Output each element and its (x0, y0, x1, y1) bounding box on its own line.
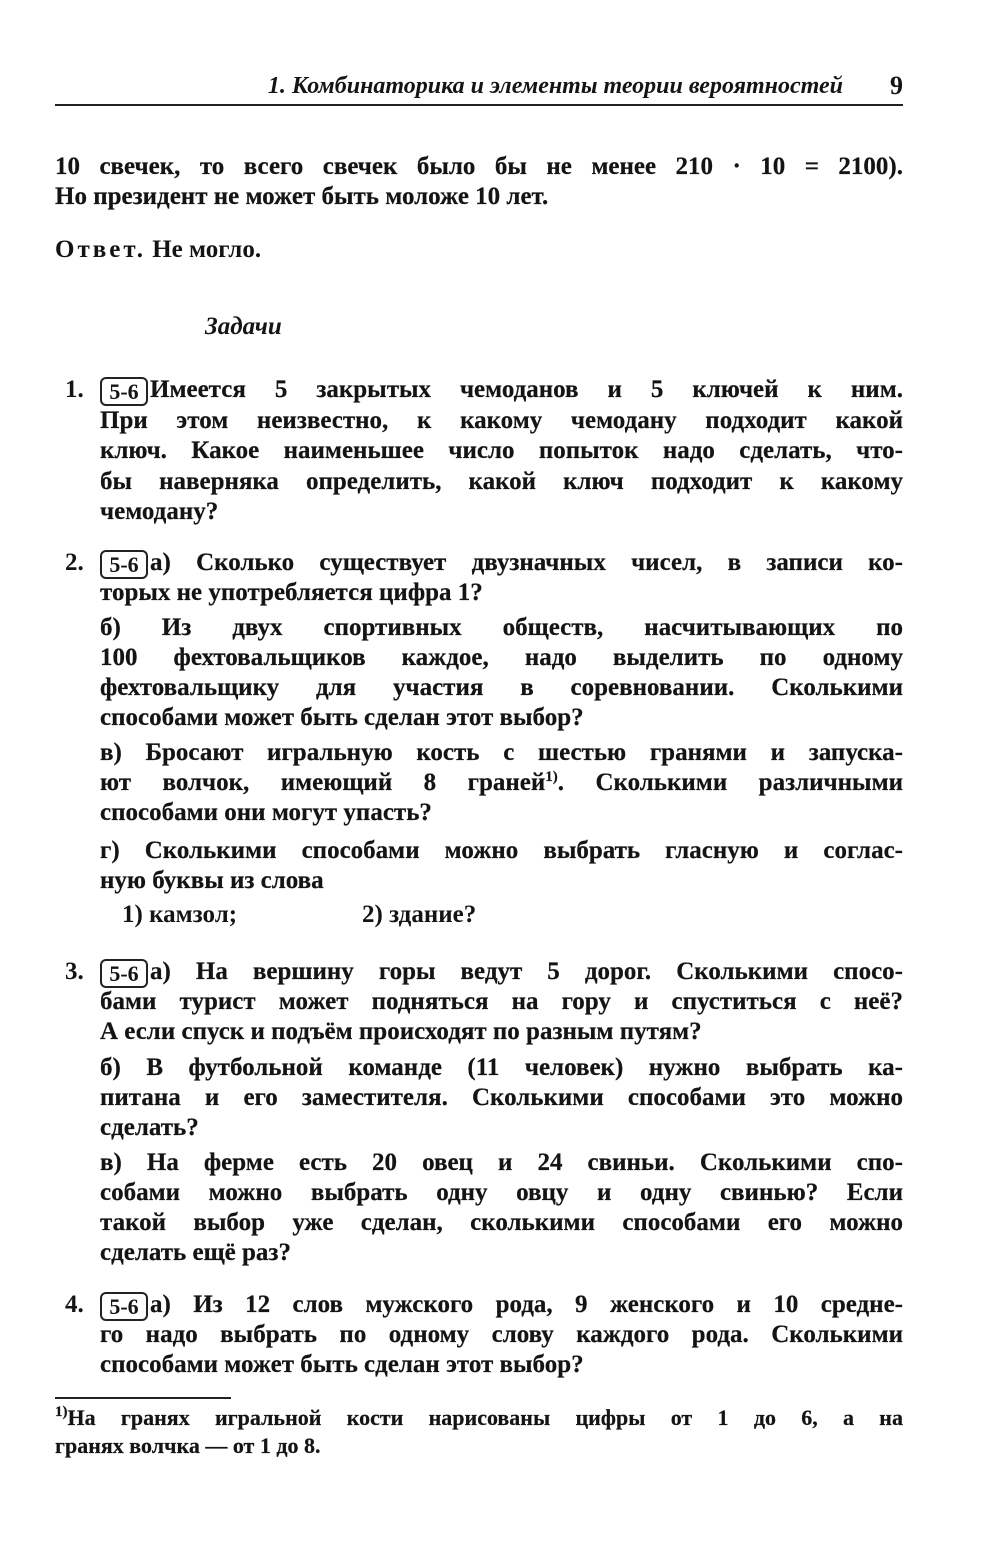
difficulty-badge: 5-6 (100, 377, 148, 406)
problem-3-part-2 (100, 1053, 903, 1141)
section-heading: Задачи (205, 313, 282, 340)
answer-option: 2) здание? (362, 901, 477, 928)
text-line (100, 768, 903, 798)
footnote-marker: 1) (55, 1404, 68, 1420)
difficulty-badge: 5-6 (100, 550, 148, 579)
problem-2-part-4 (100, 836, 903, 928)
text-line: гранях волчка — от 1 до 8. (55, 1433, 321, 1458)
text-line: бы наверняка определить, какой ключ подходит к какому (100, 467, 903, 495)
text-line: а) Сколько существует двузначных чисел, в записи ко- (150, 549, 903, 576)
text-line: в) Бросают игральную кость с шестью гранями и запуска- (100, 739, 903, 766)
problem-number: 1. (65, 376, 84, 403)
text-line: а) Из 12 слов мужского рода, 9 женского и 10 средне- (150, 1291, 903, 1318)
text-line: ную буквы из слова (100, 867, 324, 894)
text: На гранях игральной кости нарисованы цифры от 1 до 6, а на (67, 1405, 903, 1430)
footnote-ref: 1) (545, 769, 558, 785)
text-line: сделать? (100, 1114, 199, 1141)
answer (55, 235, 261, 265)
text-line: бами турист может подняться на гору и спуститься с неё? (100, 988, 903, 1015)
chapter-title: 1. Комбинаторика и элементы теории вероятностей (267, 73, 843, 99)
text-line: питана и его заместителя. Сколькими способами это можно (100, 1084, 903, 1111)
running-header (55, 73, 903, 103)
answer-text: Не могло. (152, 236, 262, 263)
text-line: сделать ещё раз? (100, 1239, 291, 1266)
text-line: такой выбор уже сделан, сколькими способами его можно (100, 1209, 903, 1236)
text-line: г) Сколькими способами можно выбрать гласную и соглас- (100, 837, 903, 864)
text-line: способами они могут упасть? (100, 799, 432, 826)
problem-2-part-3 (100, 738, 903, 826)
text-line (55, 1404, 903, 1432)
text-line: го надо выбрать по одному слову каждого рода. Сколькими (100, 1321, 903, 1348)
problem-number: 3. (65, 958, 84, 985)
text-line: б) Из двух спортивных обществ, насчитывающих по (100, 614, 903, 641)
text-line: а) На вершину горы ведут 5 дорог. Сколькими спосо- (150, 958, 903, 985)
page-number: 9 (890, 71, 903, 100)
text-line: А если спуск и подъём происходят по разным путям? (100, 1018, 702, 1045)
text-line: способами может быть сделан этот выбор? (100, 704, 584, 731)
difficulty-badge: 5-6 (100, 959, 148, 988)
text-line: Но президент не может быть моложе 10 лет. (55, 183, 549, 210)
text-line: б) В футбольной команде (11 человек) нужно выбрать ка- (100, 1054, 903, 1081)
text-line: способами может быть сделан этот выбор? (100, 1351, 584, 1378)
problem-2-part-2 (100, 613, 903, 731)
text: . Сколькими различными (557, 769, 903, 796)
answer-label: Ответ. (55, 236, 146, 263)
text-line: Имеется 5 закрытых чемоданов и 5 ключей к ним. (150, 376, 903, 403)
text-line: При этом неизвестно, к какому чемодану подходит какой (100, 406, 903, 434)
text-line: 100 фехтовальщиков каждое, надо выделить по одному (100, 644, 903, 671)
difficulty-badge: 5-6 (100, 1292, 148, 1321)
header-rule (55, 104, 903, 106)
footnote-rule (55, 1397, 231, 1399)
problem-number: 2. (65, 549, 84, 576)
text-line: фехтовальщику для участия в соревновании. Сколькими (100, 674, 903, 701)
problem-3-part-3 (100, 1148, 903, 1266)
text: ют волчок, имеющий 8 граней (100, 769, 546, 796)
text-line: ключ. Какое наименьшее число попыток надо сделать, что- (100, 437, 903, 464)
answer-option: 1) камзол; (122, 901, 238, 928)
text-line: собами можно выбрать одну овцу и одну свинью? Если (100, 1179, 903, 1206)
text-line: торых не употребляется цифра 1? (100, 579, 483, 606)
text-line: чемодану? (100, 498, 219, 525)
problem-number: 4. (65, 1291, 84, 1318)
text-line: в) На ферме есть 20 овец и 24 свиньи. Сколькими спо- (100, 1149, 903, 1176)
text-line: 10 свечек, то всего свечек было бы не менее 210 · 10 = 2100). (55, 153, 903, 180)
